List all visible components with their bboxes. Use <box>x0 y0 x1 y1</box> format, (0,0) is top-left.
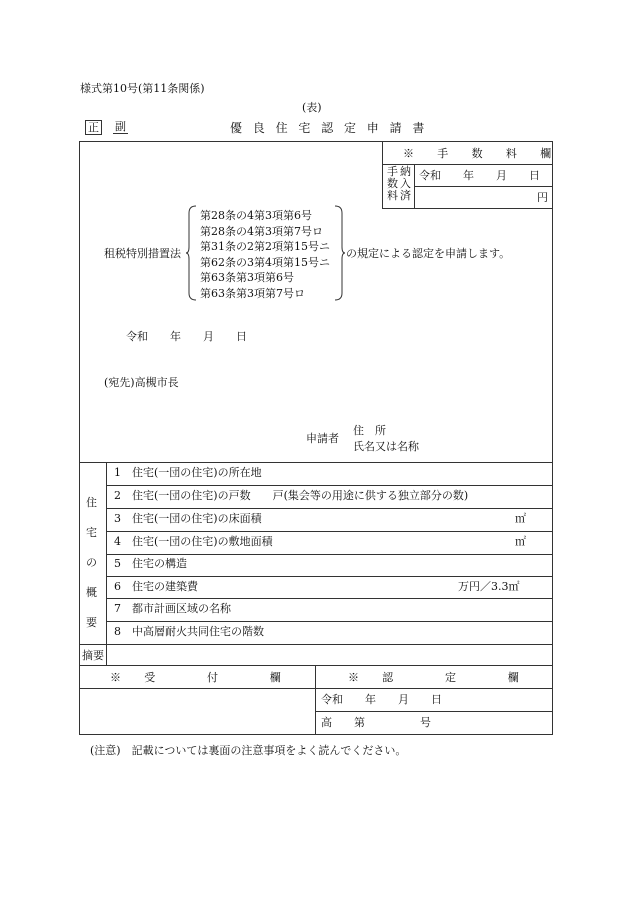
fee-date: 令和 年 月 日 <box>419 169 540 182</box>
fee-heading: ※ 手 数 料 欄 <box>403 147 562 160</box>
outline-row-unit: ㎡ <box>515 535 526 548</box>
approval-date: 令和 年 月 日 <box>321 693 442 706</box>
law-item-list <box>200 208 330 301</box>
law-name: 租税特別措置法 <box>104 247 181 260</box>
remarks-label: 摘要 <box>82 649 104 662</box>
side-char: 概 <box>86 586 97 599</box>
left-brace <box>186 205 198 301</box>
outline-row-unit: 万円／3.3㎡ <box>458 580 520 593</box>
outline-row-no: 5 <box>114 557 121 570</box>
law-suffix: の規定による認定を申請します。 <box>346 247 511 260</box>
note: (注意) 記載については裏面の注意事項をよく読んでください。 <box>90 744 407 757</box>
outline-row-unit: ㎡ <box>515 512 526 525</box>
right-brace <box>333 205 345 301</box>
outline-row-text: 都市計画区域の名称 <box>132 602 231 615</box>
applicant-name: 氏名又は名称 <box>353 440 419 453</box>
outline-row-text: 住宅の建築費 <box>132 580 198 593</box>
law-item: 第63条第3項第7号ロ <box>200 286 305 300</box>
side-label: (表) <box>302 101 322 114</box>
law-item: 第31条の2第2項第15号ニ <box>200 240 330 253</box>
side-char: 宅 <box>86 526 97 539</box>
outline-side-label <box>86 488 97 638</box>
side-char: 住 <box>86 496 97 509</box>
outline-row-no: 7 <box>114 602 121 615</box>
outline-row-text: 中高層耐火共同住宅の階数 <box>132 625 264 638</box>
outline-row-text: 住宅(一団の住宅)の所在地 <box>132 466 262 479</box>
approval-number: 高 第 号 <box>321 716 431 729</box>
outline-row-no: 8 <box>114 625 121 638</box>
outline-row-no: 2 <box>114 489 121 502</box>
outline-row-no: 3 <box>114 512 121 525</box>
outline-row-text: 住宅の構造 <box>132 557 187 570</box>
apply-date: 令和 年 月 日 <box>126 330 247 343</box>
applicant-label: 申請者 <box>306 432 339 445</box>
yen-unit: 円 <box>537 191 548 204</box>
sei-box: 正 <box>85 120 102 135</box>
side-char: の <box>86 556 97 569</box>
outline-row-no: 1 <box>114 466 121 479</box>
law-item: 第28条の4第3項第6号 <box>200 209 312 222</box>
fee-label: 手数料 <box>387 165 398 202</box>
approval-heading: ※ 認 定 欄 <box>348 671 529 684</box>
reception-heading: ※ 受 付 欄 <box>110 671 291 684</box>
page-title: 優良住宅認定申請書 <box>230 121 436 135</box>
fuku-label: 副 <box>115 120 126 133</box>
form-number: 様式第10号(第11条関係) <box>80 82 205 95</box>
outline-row-no: 4 <box>114 535 121 548</box>
outline-row-text: 住宅(一団の住宅)の戸数 戸(集会等の用途に供する独立部分の数) <box>132 489 469 502</box>
applicant-address: 住 所 <box>353 424 386 437</box>
law-item: 第62条の3第4項第15号ニ <box>200 255 330 269</box>
law-item: 第63条第3項第6号 <box>200 271 294 284</box>
outline-row-text: 住宅(一団の住宅)の敷地面積 <box>132 535 273 548</box>
outline-row-no: 6 <box>114 580 121 593</box>
paid-label: 納入済 <box>400 165 411 202</box>
outline-row-text: 住宅(一団の住宅)の床面積 <box>132 512 262 525</box>
addressee: (宛先)高槻市長 <box>104 376 179 389</box>
side-char: 要 <box>86 616 97 629</box>
law-item: 第28条の4第3項第7号ロ <box>200 224 323 238</box>
